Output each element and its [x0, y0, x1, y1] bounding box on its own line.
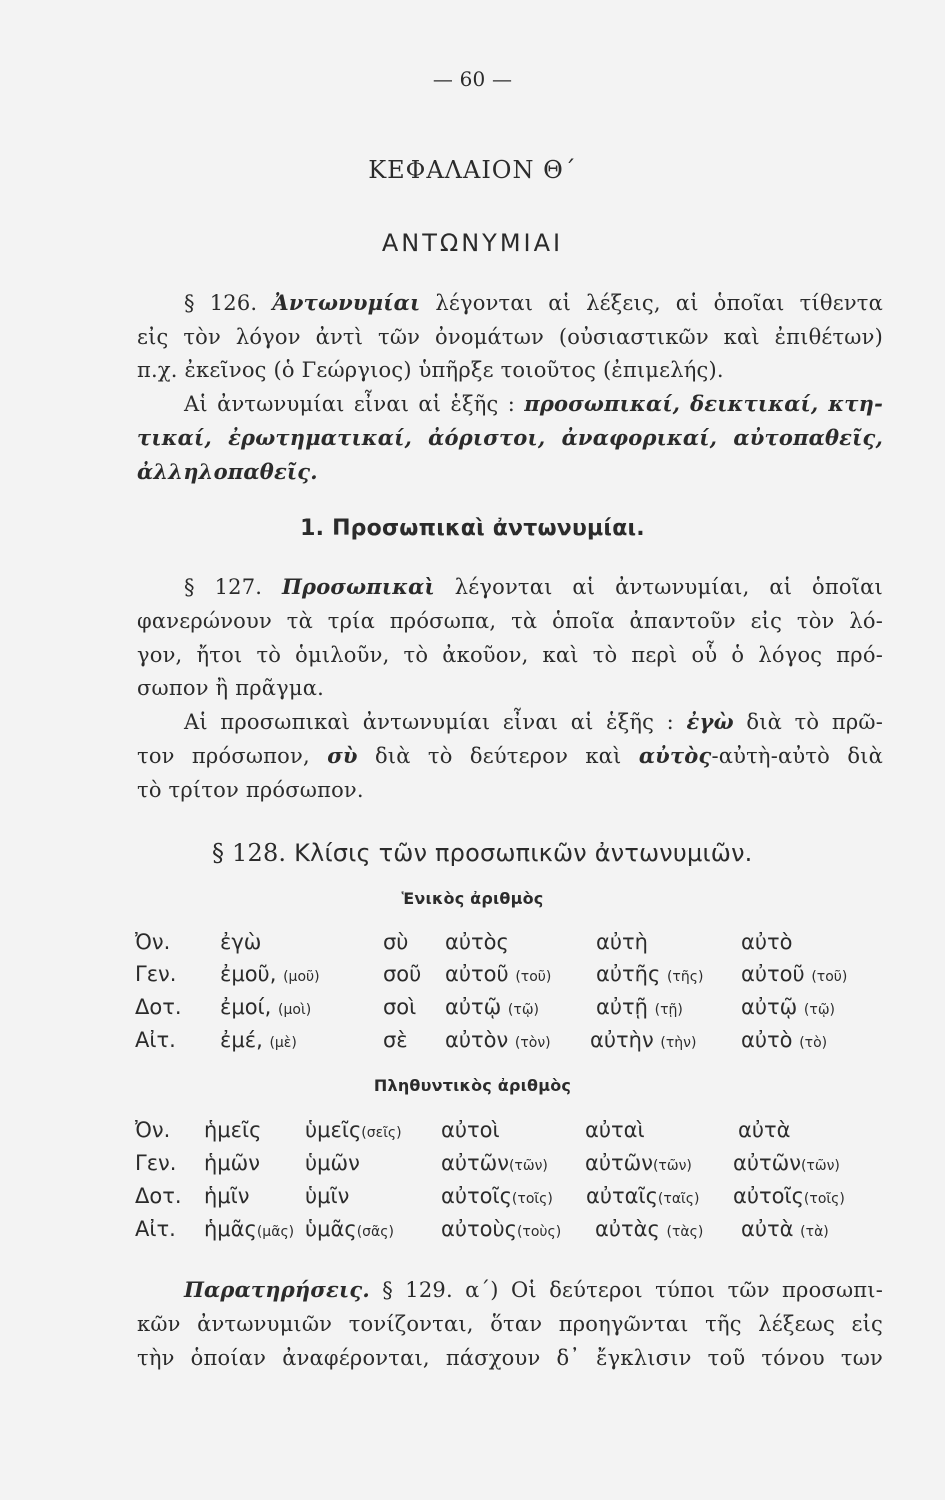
section-heading-personal: 1. Προσωπικαὶ ἀντωνυμίαι.	[300, 516, 645, 541]
case-label: Ὀν.	[135, 1118, 171, 1142]
s127-autos: αὐτὸς	[638, 743, 712, 768]
first-person: ἡμῖν	[204, 1184, 250, 1208]
feminine: αὐτὴν (τὴν)	[590, 1028, 697, 1052]
s127-number: § 127.	[184, 575, 282, 599]
feminine: αὐτὴ	[596, 930, 648, 954]
s126-types: προσωπικαί, δεικτικαί, κτη-	[524, 391, 883, 416]
neuter: αὐτὰ (τὰ)	[741, 1217, 829, 1241]
feminine: αὐτῆς (τῆς)	[596, 962, 704, 986]
case-label: Γεν.	[135, 962, 177, 986]
feminine: αὐταῖς(ταῖς)	[586, 1184, 700, 1208]
neuter: αὐτὰ	[738, 1118, 791, 1142]
neuter: αὐτοῖς(τοῖς)	[733, 1184, 845, 1208]
masculine: αὐτῶν(τῶν)	[441, 1151, 548, 1175]
first-person: ἡμῶν	[204, 1151, 260, 1175]
case-label: Δοτ.	[135, 1184, 182, 1208]
s127-sy: σὺ	[327, 743, 358, 768]
neuter: αὐτὸ (τὸ)	[741, 1028, 828, 1052]
s127-ego: ἐγὼ	[686, 709, 734, 734]
first-person: ἡμᾶς(μᾶς)	[204, 1217, 295, 1241]
masculine: αὐτοῦ (τοῦ)	[445, 962, 552, 986]
second-person: σὲ	[383, 1028, 408, 1052]
case-label: Αἰτ.	[135, 1217, 176, 1241]
masculine: αὐτοὶ	[441, 1118, 500, 1142]
neuter: αὐτὸ	[741, 930, 793, 954]
s126-line-1	[137, 286, 883, 320]
feminine: αὐταὶ	[585, 1118, 645, 1142]
s126-line-6: ἀλληλοπαθεῖς.	[137, 459, 318, 484]
case-label: Δοτ.	[135, 995, 182, 1019]
second-person: ὑμεῖς(σεῖς)	[305, 1118, 402, 1142]
s126-line-3: π.χ. ἐκεῖνος (ὁ Γεώργιος) ὑπῆρξε τοιοῦτος (ἐπιμελής).	[137, 358, 724, 382]
s127-line-4: σωπον ἢ πρᾶγμα.	[137, 676, 324, 700]
s126-line-2: εἰς τὸν λόγον ἀντὶ τῶν ὀνομάτων (οὐσιαστικῶν καὶ ἐπιθέτων)	[137, 325, 883, 349]
s126-intro: Αἱ ἀντωνυμίαι εἶναι αἱ ἑξῆς :	[184, 392, 525, 416]
masculine: αὐτὸν (τὸν)	[445, 1028, 551, 1052]
s126-number: § 126.	[184, 291, 273, 315]
s127-text-b: τον πρόσωπον,	[137, 744, 328, 768]
masculine: αὐτὸς	[445, 930, 509, 954]
s129-line-1	[137, 1273, 883, 1307]
s128-heading	[212, 836, 852, 870]
masculine: αὐτῷ (τῷ)	[445, 995, 539, 1019]
first-person: ἐγὼ	[220, 930, 262, 954]
second-person: ὑμῖν	[305, 1184, 350, 1208]
masculine: αὐτοὺς(τοὺς)	[441, 1217, 562, 1241]
s127-line-1	[137, 570, 883, 604]
feminine: αὐτῶν(τῶν)	[585, 1151, 692, 1175]
masculine: αὐτοῖς(τοῖς)	[441, 1184, 553, 1208]
s128-number: § 128.	[212, 839, 295, 867]
s127-line-6	[137, 739, 883, 773]
second-person: σοῦ	[383, 962, 422, 986]
s126-term: Ἀντωνυμίαι	[272, 290, 421, 315]
s126-text: λέγονται αἱ λέξεις, αἱ ὁποῖαι τίθεντα	[420, 291, 883, 315]
feminine: αὐτῇ (τῇ)	[596, 995, 683, 1019]
neuter: αὐτῶν(τῶν)	[733, 1151, 840, 1175]
plural-title: Πληθυντικὸς ἀριθμὸς	[373, 1076, 572, 1095]
s127-line-5	[137, 705, 883, 739]
second-person: ὑμᾶς(σᾶς)	[305, 1217, 394, 1241]
s129-line-3: τὴν ὁποίαν ἀναφέρονται, πάσχουν δ᾽ ἔγκλισιν τοῦ τόνου των	[137, 1346, 883, 1370]
s129-text: § 129. α΄) Οἱ δεύτεροι τύποι τῶν προσωπι-	[369, 1278, 883, 1302]
feminine: αὐτὰς (τὰς)	[595, 1217, 704, 1241]
case-label: Γεν.	[135, 1151, 177, 1175]
singular-title: Ἑνικὸς ἀριθμὸς	[401, 889, 544, 908]
case-label: Αἰτ.	[135, 1028, 176, 1052]
s126-line-5: τικαί, ἐρωτηματικαί, ἀόριστοι, ἀναφορικαί, αὐτοπαθεῖς,	[137, 425, 883, 450]
first-person: ἐμέ, (μὲ)	[220, 1028, 297, 1052]
s127-text-d: -αὐτὴ-αὐτὸ διὰ	[711, 744, 883, 768]
first-person: ἡμεῖς	[204, 1118, 262, 1142]
s128-title: Κλίσις τῶν προσωπικῶν ἀντωνυμιῶν.	[294, 839, 753, 867]
s129-line-2: κῶν ἀντωνυμιῶν τονίζονται, ὅταν προηγῶνται τῆς λέξεως εἰς	[137, 1312, 883, 1336]
neuter: αὐτῷ (τῷ)	[741, 995, 835, 1019]
first-person: ἐμοῦ, (μοῦ)	[220, 962, 320, 986]
s127-text-a: διὰ τὸ πρῶ-	[733, 710, 883, 734]
s127-line-3: γον, ἤτοι τὸ ὁμιλοῦν, τὸ ἀκοῦον, καὶ τὸ περὶ οὗ ὁ λόγος πρό-	[137, 643, 883, 667]
s127-term: Προσωπικαὶ	[282, 574, 435, 599]
first-person: ἐμοί, (μοὶ)	[220, 995, 312, 1019]
page-title: ΑΝΤΩΝΥΜΙΑΙ	[381, 229, 564, 257]
s127-line-7: τὸ τρίτον πρόσωπον.	[137, 778, 364, 802]
s129-term: Παρατηρήσεις.	[184, 1277, 370, 1302]
s127-line-2: φανερώνουν τὰ τρία πρόσωπα, τὰ ὁποῖα ἀπαντοῦν εἰς τὸν λό-	[137, 609, 883, 633]
second-person: σὺ	[383, 930, 409, 954]
second-person: ὑμῶν	[305, 1151, 360, 1175]
s127-text-c: διὰ τὸ δεύτερον καὶ	[357, 744, 639, 768]
second-person: σοὶ	[383, 995, 417, 1019]
neuter: αὐτοῦ (τοῦ)	[741, 962, 848, 986]
page-number: — 60 —	[432, 67, 513, 91]
s127-intro: Αἱ προσωπικαὶ ἀντωνυμίαι εἶναι αἱ ἑξῆς :	[184, 710, 687, 734]
chapter-heading: ΚΕΦΑΛΑΙΟΝ Θ΄	[368, 156, 577, 184]
case-label: Ὀν.	[135, 930, 171, 954]
s126-line-4	[137, 387, 883, 421]
s127-text: λέγονται αἱ ἀντωνυμίαι, αἱ ὁποῖαι	[434, 575, 883, 599]
